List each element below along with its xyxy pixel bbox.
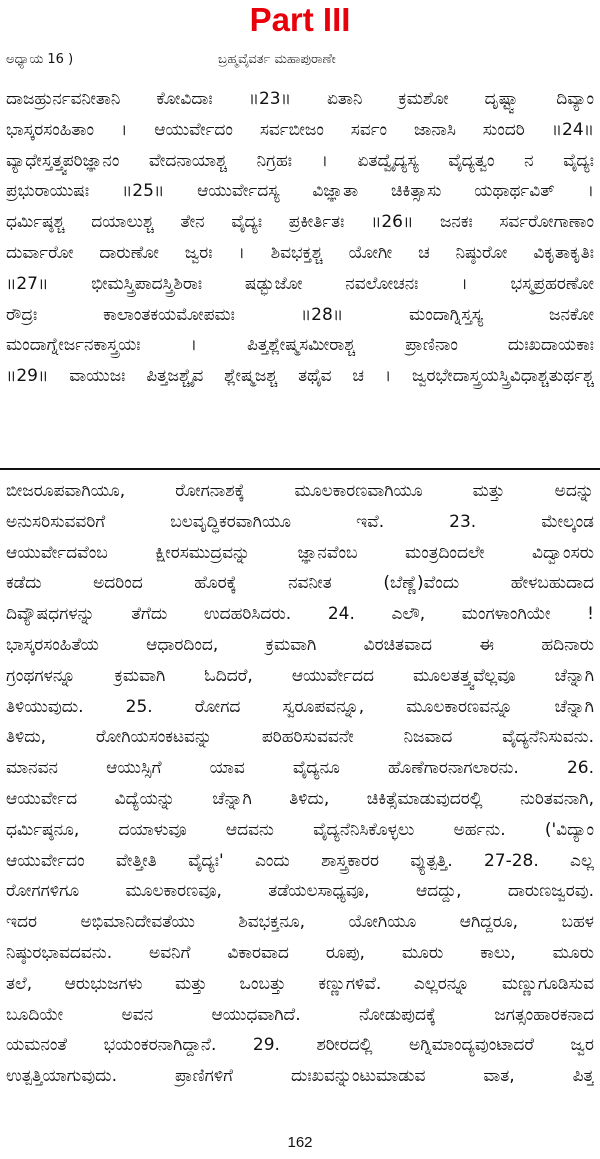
verse-line: ವ್ಯಾಧೇಸ್ತತ್ತ್ವಪರಿಜ್ಞಾನಂ ವೇದನಾಯಾಶ್ಚ ನಿಗ್ರಹಃ । ಏತದ್ವೈದ್ಯಸ್ಯ ವೈದ್ಯತ್ವಂ ನ ವೈದ್ಯಃ bbox=[6, 150, 594, 171]
verse-line: ಮಂದಾಗ್ನೇರ್ಜನಕಾಸ್ತ್ರಯಃ । ಪಿತ್ತಶ್ಲೇಷ್ಮಸಮೀರಾಶ್ಚ ಪ್ರಾಣಿನಾಂ ದುಃಖದಾಯಕಾಃ bbox=[6, 335, 594, 356]
verse-line: ॥27॥ ಭೀಮಸ್ತ್ರಿಪಾದಸ್ತ್ರಿಶಿರಾಃ ಷಡ್ಭುಜೋ ನವಲೋಚನಃ । ಭಸ್ಮಪ್ರಹರಣೋ bbox=[6, 273, 594, 294]
verse-line: ದಾಜಹ್ರುರ್ನವನೀತಾನಿ ಕೋವಿದಾಃ ॥23॥ ಏತಾನಿ ಕ್ರಮಶೋ ದೃಷ್ಟ್ವಾ ದಿವ್ಯಾಂ bbox=[6, 89, 594, 109]
translation-line: ಮಾನವನ ಆಯುಸ್ಸಿಗೆ ಯಾವ ವೈದ್ಯನೂ ಹೊಣೆಗಾರನಾಗಲಾರನು. 26. bbox=[6, 758, 594, 779]
sanskrit-verse-block bbox=[6, 84, 594, 392]
translation-line: ರೋಗಗಳಿಗೂ ಮೂಲಕಾರಣವೂ, ತಡೆಯಲಸಾಧ್ಯವೂ, ಆದದ್ದು, ದಾರುಣಜ್ವರವು. bbox=[6, 881, 594, 902]
section-divider bbox=[0, 468, 600, 470]
translation-line: ಇದರ ಅಭಿಮಾನಿದೇವತೆಯು ಶಿವಭಕ್ತನೂ, ಯೋಗಿಯೂ ಆಗಿದ್ದರೂ, ಬಹಳ bbox=[6, 912, 594, 933]
translation-line: ಗ್ರಂಥಗಳನ್ನೂ ಕ್ರಮವಾಗಿ ಓದಿದರೆ, ಆಯುರ್ವೇದದ ಮೂಲತತ್ತ್ವವೆಲ್ಲವೂ ಚೆನ್ನಾಗಿ bbox=[6, 665, 594, 686]
translation-line: ಅನುಸರಿಸುವವರಿಗೆ ಬಲವೃದ್ಧಿಕರವಾಗಿಯೂ ಇವೆ. 23. ಮೇಲ್ಕಂಡ bbox=[6, 511, 594, 532]
translation-line: ಧರ್ಮಿಷ್ಠನೂ, ದಯಾಳುವೂ ಆದವನು ವೈದ್ಯನೆನಿಸಿಕೊಳ್ಳಲು ಅರ್ಹನು. ('ವಿದ್ಯಾಂ bbox=[6, 819, 594, 840]
translation-line: ಆಯುರ್ವೇದಂ ವೇತ್ತೀತಿ ವೈದ್ಯಃ' ಎಂದು ಶಾಸ್ತ್ರಕಾರರ ವ್ಯುತ್ಪತ್ತಿ. 27-28. ಎಲ್ಲ bbox=[6, 850, 594, 871]
translation-line: ಬೂದಿಯೇ ಅವನ ಆಯುಧವಾಗಿದೆ. ನೋಡುಪುದಕ್ಕೆ ಜಗತ್ಸಂಹಾರಕನಾದ bbox=[6, 1004, 594, 1025]
translation-line: ಯಮನಂತೆ ಭಯಂಕರನಾಗಿದ್ದಾನೆ. 29. ಶರೀರದಲ್ಲಿ ಅಗ್ನಿಮಾಂದ್ಯವುಂಟಾದರೆ ಜ್ವರ bbox=[6, 1035, 594, 1056]
verse-line: ಪ್ರಭುರಾಯುಷಃ ॥25॥ ಆಯುರ್ವೇದಸ್ಯ ವಿಜ್ಞಾತಾ ಚಿಕಿತ್ಸಾಸು ಯಥಾರ್ಥವಿತ್ । bbox=[6, 181, 594, 202]
translation-line: ಬೀಜರೂಪವಾಗಿಯೂ, ರೋಗನಾಶಕ್ಕೆ ಮೂಲಕಾರಣವಾಗಿಯೂ ಮತ್ತು ಅದನ್ನು bbox=[6, 481, 594, 501]
translation-line: ದಿವ್ಯೌಷಧಗಳನ್ನು ತೆಗೆದು ಉದಹರಿಸಿದರು. 24. ಎಲೌ, ಮಂಗಳಾಂಗಿಯೇ ! bbox=[6, 604, 594, 625]
kannada-translation-block bbox=[6, 476, 594, 1092]
translation-line: ತಿಳಿದು, ರೋಗಿಯಸಂಕಟವನ್ನು ಪರಿಹರಿಸುವವನೇ ನಿಜವಾದ ವೈದ್ಯನೆನಿಸುವನು. bbox=[6, 727, 594, 748]
verse-line: ಧರ್ಮಿಷ್ಠಶ್ಚ ದಯಾಲುಶ್ಚ ತೇನ ವೈದ್ಯಃ ಪ್ರಕೀರ್ತಿತಃ ॥26॥ ಜನಕಃ ಸರ್ವರೋಗಾಣಾಂ bbox=[6, 212, 594, 233]
translation-line: ಭಾಸ್ಕರಸಂಹಿತೆಯ ಆಧಾರದಿಂದ, ಕ್ರಮವಾಗಿ ವಿರಚಿತವಾದ ಈ ಹದಿನಾರು bbox=[6, 634, 594, 655]
translation-line: ಆಯುರ್ವೇದವೆಂಬ ಕ್ಷೀರಸಮುದ್ರವನ್ನು ಜ್ಞಾನವೆಂಬ ಮಂತ್ರದಿಂದಲೇ ವಿದ್ವಾಂಸರು bbox=[6, 542, 594, 563]
translation-line: ತಿಳಿಯುವುದು. 25. ರೋಗದ ಸ್ವರೂಪವನ್ನೂ, ಮೂಲಕಾರಣವನ್ನೂ ಚೆನ್ನಾಗಿ bbox=[6, 696, 594, 717]
translation-line: ಉತ್ಪತ್ತಿಯಾಗುವುದು. ಪ್ರಾಣಿಗಳಿಗೆ ದುಃಖವನ್ನುಂಟುಮಾಡುವ ವಾತ, ಪಿತ್ತ bbox=[6, 1066, 594, 1087]
translation-line: ತಲೆ, ಆರುಭುಜಗಳು ಮತ್ತು ಒಂಬತ್ತು ಕಣ್ಣುಗಳಿವೆ. ಎಲ್ಲರನ್ನೂ ಮಣ್ಣುಗೂಡಿಸುವ bbox=[6, 973, 594, 994]
translation-line: ನಿಷ್ಠುರಭಾವದವನು. ಅವನಿಗೆ ವಿಕಾರವಾದ ರೂಪು, ಮೂರು ಕಾಲು, ಮೂರು bbox=[6, 942, 594, 963]
page-number: 162 bbox=[287, 1134, 313, 1151]
verse-line: ॥29॥ ವಾಯುಜಃ ಪಿತ್ತಜಶ್ಚೈವ ಶ್ಲೇಷ್ಮಜಶ್ಚ ತಥೈವ ಚ । ಜ್ವರಭೇದಾಸ್ತ್ರಯಸ್ತ್ರಿವಿಧಾಶ್ಚತುರ್ಥಶ್ಚ bbox=[6, 366, 594, 387]
translation-line: ಆಯುರ್ವೇದ ವಿದ್ಯೆಯನ್ನು ಚೆನ್ನಾಗಿ ತಿಳಿದು, ಚಿಕಿತ್ಸೆಮಾಡುವುದರಲ್ಲಿ ನುರಿತವನಾಗಿ, bbox=[6, 788, 594, 809]
verse-line: ಭಾಸ್ಕರಸಂಹಿತಾಂ । ಆಯುರ್ವೇದಂ ಸರ್ವಬೀಜಂ ಸರ್ವಂ ಜಾನಾಸಿ ಸುಂದರಿ ॥24॥ bbox=[6, 119, 594, 140]
running-header bbox=[6, 46, 594, 76]
part-title: Part III bbox=[249, 1, 351, 38]
translation-line: ಕಡೆದು ಅದರಿಂದ ಹೊರಕ್ಕೆ ನವನೀತ (ಬೆಣ್ಣೆ)ವೆಂದು ಹೇಳಬಹುದಾದ bbox=[6, 573, 594, 594]
chapter-label: ಅಧ್ಯಾಯ 16 ) bbox=[6, 52, 74, 67]
verse-line: ದುರ್ವಾರೋ ದಾರುಣೋ ಜ್ವರಃ । ಶಿವಭಕ್ತಶ್ಚ ಯೋಗೀ ಚ ನಿಷ್ಠುರೋ ವಿಕೃತಾಕೃತಿಃ bbox=[6, 242, 594, 263]
book-title: ಬ್ರಹ್ಮವೈವರ್ತ ಮಹಾಪುರಾಣೇ bbox=[218, 52, 336, 67]
verse-line: ರೌದ್ರಃ ಕಾಲಾಂತಕಯಮೋಪಮಃ ॥28॥ ಮಂದಾಗ್ನಿಸ್ತಸ್ಯ ಜನಕೋ bbox=[6, 304, 594, 325]
